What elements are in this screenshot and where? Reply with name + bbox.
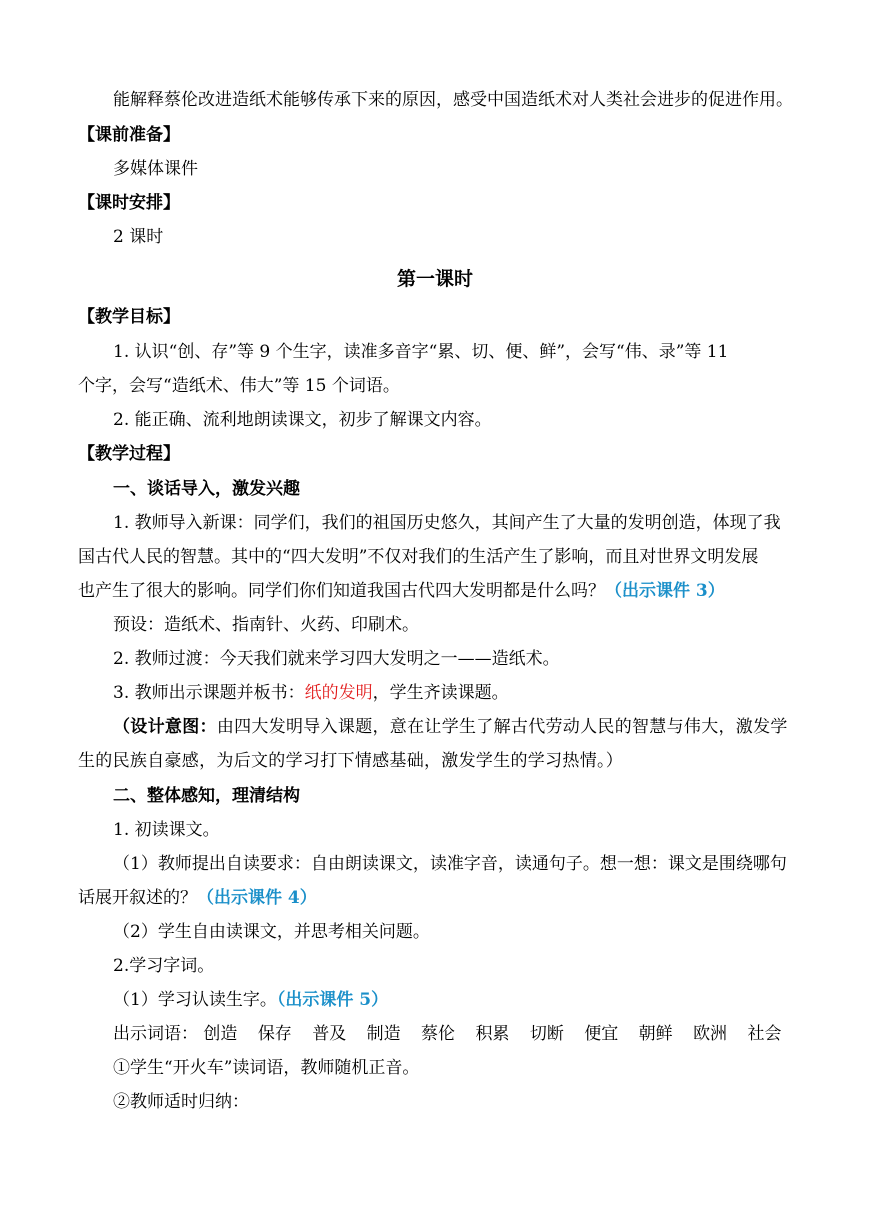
design-intent-text-1: 由四大发明导入课题，意在让学生了解古代劳动人民的智慧与伟大，激发学: [216, 717, 788, 737]
section-1-heading: 一、谈话导入，激发兴趣: [113, 479, 300, 499]
paragraph-intro: 能解释蔡伦改进造纸术能够传承下来的原因，感受中国造纸术对人类社会进步的促进作用。: [113, 90, 793, 110]
vocab-word: 积累: [475, 1024, 510, 1044]
slide-tag-4: （出示课件 4）: [197, 888, 317, 908]
goal-2: 2. 能正确、流利地朗读课文，初步了解课文内容。: [113, 410, 492, 430]
vocab-word: 社会: [747, 1024, 782, 1044]
lesson-title: 第一课时: [396, 268, 473, 290]
section-2-heading: 二、整体感知，理清结构: [113, 786, 300, 806]
vocab-word: 普及: [312, 1024, 347, 1044]
heading-schedule: 【课时安排】: [78, 193, 180, 213]
section-2-item-1a-line-2: [78, 887, 317, 909]
section-2-item-2: 2.学习字词。: [113, 956, 215, 976]
para-3-text-a: 3. 教师出示课题并板书：: [113, 683, 305, 703]
vocabulary-list: [113, 1023, 796, 1045]
section-2-item-1a-line-1: （1）教师提出自读要求：自由朗读课文，读准字音，读通句子。想一想：课文是围绕哪句: [113, 854, 787, 874]
board-title: 纸的发明: [304, 683, 373, 703]
step-1: ①学生“开火车”读词语，教师随机正音。: [113, 1058, 420, 1078]
vocab-word: 蔡伦: [421, 1024, 456, 1044]
vocab-word: 制造: [366, 1024, 401, 1044]
para-3-text-b: ，学生齐读课题。: [372, 683, 509, 703]
design-intent-line-1: [113, 716, 788, 738]
section-1-para-2: 2. 教师过渡：今天我们就来学习四大发明之一——造纸术。: [113, 649, 560, 669]
section-2-item-1b: （2）学生自由读课文，并思考相关问题。: [113, 922, 430, 942]
vocab-word: 便宜: [584, 1024, 619, 1044]
vocab-word: 创造: [203, 1024, 238, 1044]
goal-1-line-2: 个字，会写“造纸术、伟大”等 15 个词语。: [78, 376, 400, 396]
section-2-item-2a: [113, 989, 388, 1011]
design-intent-label: （设计意图：: [113, 717, 217, 737]
section-1-para-1-line-3: [78, 580, 725, 602]
heading-goals: 【教学目标】: [78, 307, 180, 327]
vocabulary-label: 出示词语：: [113, 1024, 198, 1044]
preset-answer: 预设：造纸术、指南针、火药、印刷术。: [113, 615, 419, 635]
goal-1-line-1: 1. 认识“创、存”等 9 个生字，读准多音字“累、切、便、鲜”，会写“伟、录”等 11: [113, 342, 729, 362]
slide-tag-5: （出示课件 5）: [276, 990, 389, 1010]
step-2: ②教师适时归纳：: [113, 1092, 249, 1112]
vocab-word: 朝鲜: [638, 1024, 673, 1044]
vocab-word: 切断: [529, 1024, 564, 1044]
slide-tag-3: （出示课件 3）: [605, 581, 725, 601]
para-1-line-3-text: 也产生了很大的影响。同学们你们知道我国古代四大发明都是什么吗？: [78, 581, 605, 601]
item-1a-line-2-text: 话展开叙述的？: [78, 888, 197, 908]
item-2a-text: （1）学习认读生字。: [113, 990, 277, 1010]
section-2-item-1: 1. 初读课文。: [113, 820, 220, 840]
section-1-para-1-line-2: 国古代人民的智慧。其中的“四大发明”不仅对我们的生活产生了影响，而且对世界文明发展: [78, 547, 759, 567]
heading-process: 【教学过程】: [78, 444, 180, 464]
heading-preparation: 【课前准备】: [78, 125, 180, 145]
section-1-para-1-line-1: 1. 教师导入新课：同学们，我们的祖国历史悠久，其间产生了大量的发明创造，体现了我: [113, 513, 781, 533]
vocab-word: 保存: [257, 1024, 292, 1044]
vocab-word: 欧洲: [693, 1024, 728, 1044]
schedule-text: 2 课时: [113, 227, 164, 247]
preparation-text: 多媒体课件: [113, 159, 198, 179]
section-1-para-3: [113, 682, 509, 704]
design-intent-line-2: 生的民族自豪感，为后文的学习打下情感基础，激发学生的学习热情。）: [78, 751, 624, 771]
